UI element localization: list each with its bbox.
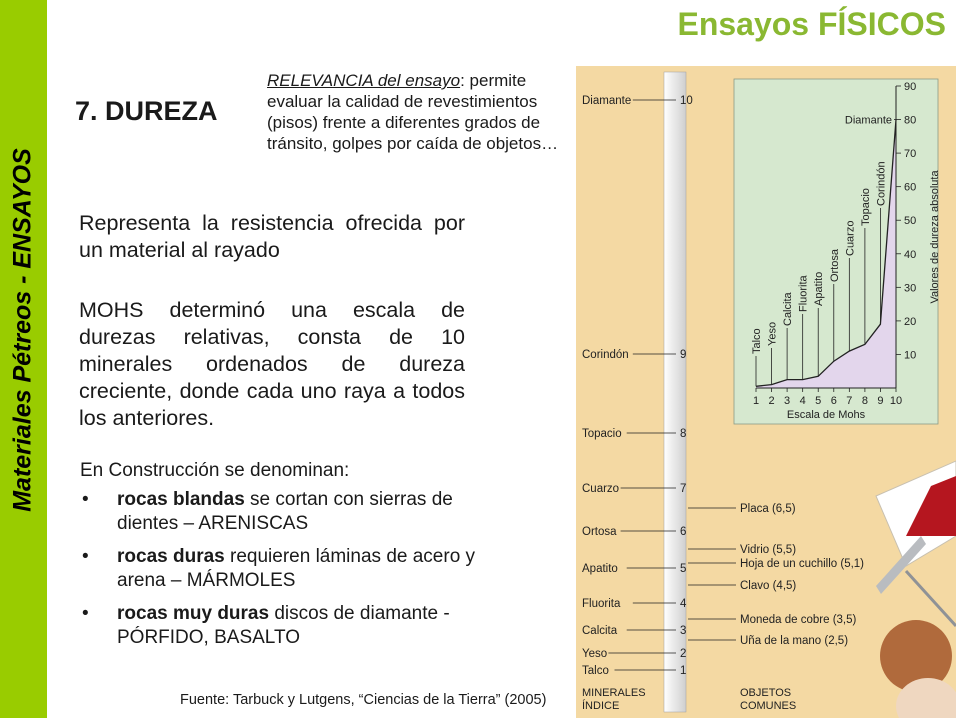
mineral-value: 10 [680,95,693,107]
object-label: Moneda de cobre (3,5) [740,614,857,626]
point-label: Apatito [813,271,826,306]
x-tick-label: 9 [877,395,884,407]
relevance-line1: : permite [460,71,527,90]
point-label: Calcita [782,292,795,326]
y-tick-label: 50 [904,215,917,228]
decorative-objects [876,461,956,718]
list-item-text: discos de diamante - PÓRFIDO, BASALTO [117,603,450,648]
x-tick-label: 10 [889,395,903,407]
object-label: Placa (6,5) [740,503,796,515]
list-item-text: se cortan con sierras de dientes – ARENISCAS [117,489,453,534]
mineral-label: Corindón [582,349,629,361]
y-tick-label: 70 [904,148,917,161]
mineral-label: Topacio [582,428,622,440]
point-label: Cuarzo [844,220,857,256]
point-label: Ortosa [828,248,841,282]
list-item-bold: rocas duras [117,546,225,567]
mineral-label: Cuarzo [582,483,620,495]
x-tick-label: 4 [799,395,806,407]
point-label: Topacio [859,188,872,226]
object-label: Uña de la mano (2,5) [740,635,849,647]
sidebar [0,0,47,718]
source-citation: Fuente: Tarbuck y Lutgens, “Ciencias de la Tierra” (2005) [180,692,547,708]
y-tick-label: 20 [904,315,917,328]
minerals-label-2: ÍNDICE [582,700,620,712]
object-label: Clavo (4,5) [740,580,797,592]
construction-intro: En Construcción se denominan: [80,460,350,481]
mineral-label: Calcita [582,625,618,637]
point-label: Diamante [844,114,892,127]
mineral-value: 7 [680,483,687,495]
mineral-label: Talco [582,665,609,677]
objects-label-1: OBJETOS [740,687,792,699]
x-tick-label: 5 [815,395,822,407]
relevance-label: RELEVANCIA del ensayo [267,71,461,90]
list-item-bold: rocas blandas [117,489,245,510]
list-item-bold: rocas muy duras [117,603,270,624]
x-tick-label: 7 [846,395,853,407]
relevance-line3: (pisos) frente a diferentes grados de [267,113,541,132]
mineral-value: 5 [680,563,687,575]
mineral-value: 4 [680,598,687,610]
mohs-paragraph: MOHS determinó una escala de durezas relativas, consta de 10 minerales ordenados de dureza creciente, donde cada uno raya a todos los anteriores. [79,298,465,430]
point-label: Corindón [875,161,888,206]
scale-bar [664,72,686,712]
x-tick-label: 1 [752,395,760,407]
y-tick-label: 90 [904,81,917,93]
mineral-value: 8 [680,428,687,440]
relevance-note [267,70,567,154]
point-label: Fluorita [797,275,810,312]
mineral-label: Diamante [582,95,632,107]
mineral-label: Yeso [582,648,608,660]
list-item: • rocas duras requieren láminas de acero y arena – MÁRMOLES [82,546,476,591]
sidebar-title: Materiales Pétreos - ENSAYOS [8,148,37,512]
mineral-value: 1 [680,665,687,677]
objects-label-2: COMUNES [740,700,797,712]
mineral-value: 3 [680,625,687,637]
relevance-line4: tránsito, golpes por caída de objetos… [267,134,559,153]
x-axis-title: Escala de Mohs [786,409,866,421]
relevance-line2: evaluar la calidad de revestimientos [267,92,538,111]
y-tick-label: 10 [904,349,917,362]
mineral-value: 6 [680,526,687,538]
list-item: • rocas muy duras discos de diamante - PÓRFIDO, BASALTO [82,603,450,648]
common-objects [688,503,864,647]
construction-list [80,488,480,659]
point-label: Talco [751,328,763,354]
y-axis-title: Valores de dureza absoluta [929,170,941,304]
mineral-label: Ortosa [582,526,617,538]
mohs-scale-graphic [576,66,956,718]
page-title: Ensayos FÍSICOS [677,6,946,42]
object-label: Hoja de un cuchillo (5,1) [740,558,865,570]
y-tick-label: 30 [904,282,917,295]
point-label: Yeso [766,321,779,346]
y-tick-label: 40 [904,248,917,261]
nail-image [906,571,956,626]
minerals-label-1: MINERALES [582,687,646,699]
x-tick-label: 2 [768,395,775,407]
mineral-label: Apatito [582,563,618,575]
list-item-text: requieren láminas de acero y arena – MÁRMOLES [117,546,476,591]
mohs-figure [576,66,956,718]
y-tick-label: 60 [904,181,917,194]
mineral-value: 9 [680,349,687,361]
list-item: • rocas blandas se cortan con sierras de dientes – ARENISCAS [82,489,453,534]
y-tick-label: 80 [904,114,917,127]
x-tick-label: 3 [784,395,791,407]
mineral-value: 2 [680,648,687,660]
definition-paragraph: Representa la resistencia ofrecida por un material al rayado [79,211,465,262]
object-label: Vidrio (5,5) [740,544,797,556]
x-tick-label: 6 [830,395,837,407]
mineral-label: Fluorita [582,598,621,610]
section-title: 7. DUREZA [75,96,218,126]
x-tick-label: 8 [861,395,868,407]
